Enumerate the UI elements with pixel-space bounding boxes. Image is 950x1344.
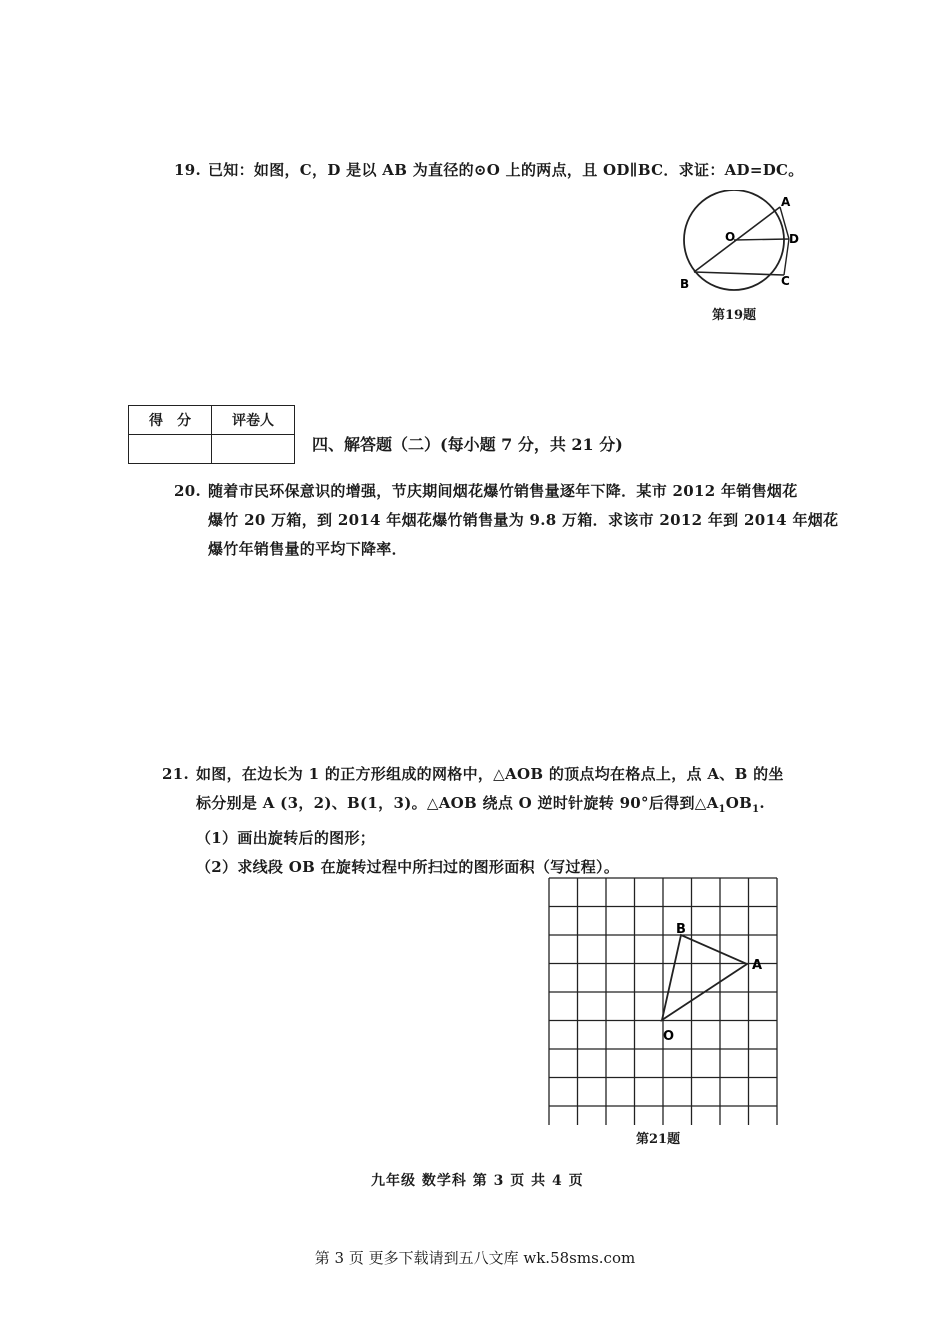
q19-number: 19. xyxy=(174,161,201,179)
score-cell[interactable] xyxy=(129,435,212,464)
label-o: O xyxy=(663,1029,675,1044)
q21-grid-figure xyxy=(540,875,790,1125)
q21-line1: 如图，在边长为 1 的正方形组成的网格中，△AOB 的顶点均在格点上，点 A、B 的坐 xyxy=(196,765,784,783)
q21-number: 21. xyxy=(162,765,189,783)
q21-line2-sub1: 1 xyxy=(718,804,726,815)
q20-number: 20. xyxy=(174,482,201,500)
q21-line2-sub2: 1 xyxy=(752,804,760,815)
q19-statement: 已知：如图，C，D 是以 AB 为直径的⊙O 上的两点，且 OD∥BC．求证：AD=DC。 xyxy=(208,161,804,179)
q21-line2-end: . xyxy=(759,794,765,812)
grader-label: 评卷人 xyxy=(212,406,295,435)
q19-caption: 第19题 xyxy=(712,308,757,323)
grid xyxy=(549,878,777,1125)
label-d: D xyxy=(789,232,799,246)
label-o: O xyxy=(725,230,736,244)
q20-line2: 爆竹 20 万箱，到 2014 年烟花爆竹销售量为 9.8 万箱．求该市 2012 年到 2014 年烟花 xyxy=(208,511,839,529)
label-c: C xyxy=(781,274,790,288)
page-footer: 九年级 数学科 第 3 页 共 4 页 xyxy=(371,1173,584,1189)
segment-od xyxy=(734,239,789,240)
triangle-aob xyxy=(662,935,747,1020)
q21-line2-b: OB xyxy=(725,794,753,812)
q21-line2 xyxy=(162,789,784,824)
q21-part1: （1）画出旋转后的图形； xyxy=(196,829,376,847)
q21-caption: 第21题 xyxy=(636,1132,681,1147)
score-box xyxy=(128,405,295,464)
label-a: A xyxy=(781,195,791,209)
q20-line3: 爆竹年销售量的平均下降率． xyxy=(208,540,407,558)
q20-line1: 随着市民环保意识的增强，节庆期间烟花爆竹销售量逐年下降．某市 2012 年销售烟花 xyxy=(208,482,798,500)
label-b: B xyxy=(680,277,690,291)
section4-title: 四、解答题（二）(每小题 7 分，共 21 分) xyxy=(312,435,623,454)
q21-part2: （2）求线段 OB 在旋转过程中所扫过的图形面积（写过程）。 xyxy=(196,858,620,876)
q21-line2-a: 标分别是 A (3，2)、B(1，3)。△AOB 绕点 O 逆时针旋转 90°后得到△A xyxy=(196,794,719,812)
q19-text xyxy=(174,156,804,185)
q21-text xyxy=(162,760,784,882)
grader-cell[interactable] xyxy=(212,435,295,464)
label-a: A xyxy=(752,958,763,973)
label-b: B xyxy=(676,922,686,937)
q19-figure xyxy=(668,190,818,300)
score-label: 得 分 xyxy=(129,406,212,435)
download-note: 第 3 页 更多下载请到五八文库 wk.58sms.com xyxy=(314,1249,636,1267)
q20-text xyxy=(174,477,838,564)
